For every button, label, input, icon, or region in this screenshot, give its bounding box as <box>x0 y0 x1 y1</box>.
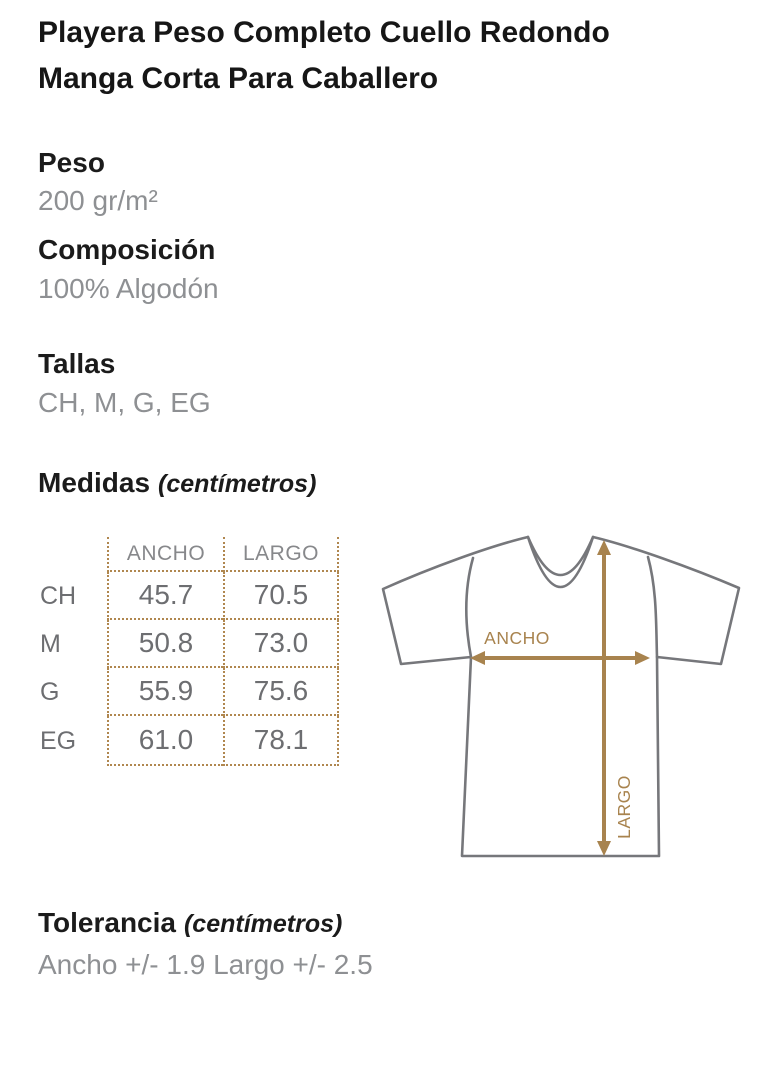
product-title-line1: Playera Peso Completo Cuello Redondo <box>38 16 610 49</box>
diagram-largo-label: LARGO <box>614 775 634 839</box>
size-row-ch-largo: 70.5 <box>223 572 339 620</box>
product-title <box>38 10 738 102</box>
tshirt-outline <box>383 537 739 856</box>
tallas-value: CH, M, G, EG <box>38 387 211 418</box>
size-row-eg-largo: 78.1 <box>223 716 339 766</box>
size-row-g-largo: 75.6 <box>223 668 339 716</box>
peso-heading: Peso <box>38 147 105 178</box>
medidas-heading <box>38 468 316 499</box>
tolerancia-value: Ancho +/- 1.9 Largo +/- 2.5 <box>38 949 373 980</box>
composicion-value: 100% Algodón <box>38 273 219 304</box>
size-row-eg-ancho: 61.0 <box>107 716 223 766</box>
size-row-label-m: M <box>40 629 61 658</box>
size-table-header-largo: LARGO <box>223 537 339 572</box>
size-row-label-eg: EG <box>40 726 77 755</box>
medidas-unit-note: (centímetros) <box>158 470 317 498</box>
size-row-m-largo: 73.0 <box>223 620 339 668</box>
size-row-ch-ancho: 45.7 <box>107 572 223 620</box>
size-table-header-ancho: ANCHO <box>107 537 223 572</box>
peso-value: 200 gr/m² <box>38 185 158 216</box>
size-row-m-ancho: 50.8 <box>107 620 223 668</box>
size-row-label-g: G <box>40 677 60 706</box>
size-row-g-ancho: 55.9 <box>107 668 223 716</box>
size-table-corner <box>40 537 107 572</box>
composicion-heading: Composición <box>38 234 216 265</box>
product-title-line2: Manga Corta Para Caballero <box>38 62 439 95</box>
tallas-heading: Tallas <box>38 348 116 379</box>
tolerancia-label: Tolerancia <box>38 907 176 938</box>
tolerancia-heading <box>38 908 342 939</box>
size-table <box>40 537 339 766</box>
size-row-label-ch: CH <box>40 581 77 610</box>
tolerancia-unit-note: (centímetros) <box>183 910 343 938</box>
medidas-label: Medidas <box>38 467 151 498</box>
tshirt-measurement-diagram <box>370 523 754 867</box>
diagram-ancho-label: ANCHO <box>484 628 550 648</box>
